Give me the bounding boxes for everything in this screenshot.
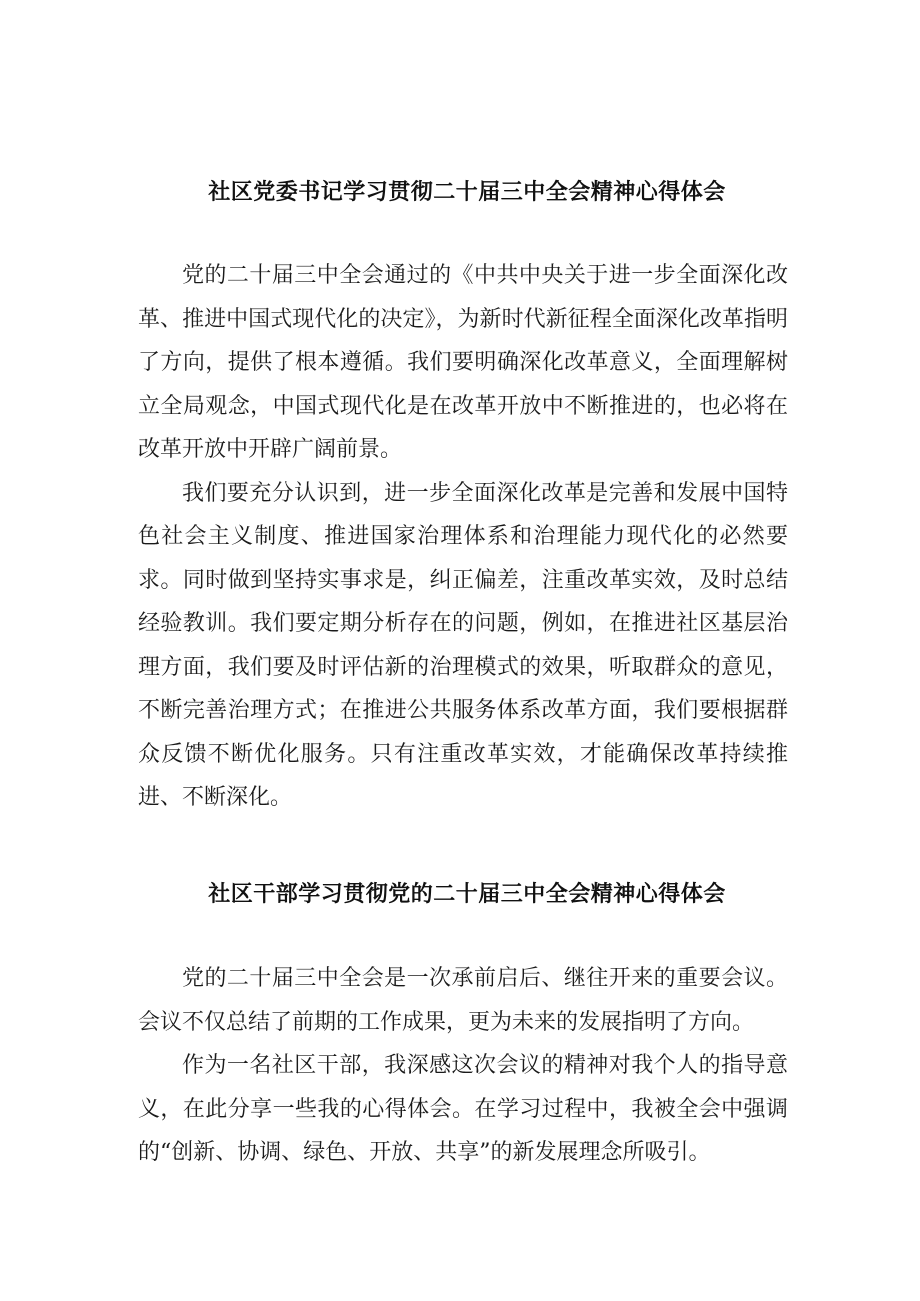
section-2-heading: 社区干部学习贯彻党的二十届三中全会精神心得体会 — [208, 882, 726, 907]
paragraph: 我们要充分认识到，进一步全面深化改革是完善和发展中国特色社会主义制度、推进国家治理体系和治理能力现代化的必然要求。同时做到坚持实事求是，纠正偏差，注重改革实效，及时总结经验教训。我们要定期分析存在的问题，例如，在推进社区基层治理方面，我们要及时评估新的治理模式的效果，听取群众的意见，不断完善治理方式；在推进公共服务体系改革方面，我们要根据群众反馈不断优化服务。只有注重改革实效，才能确保改革持续推进、不断深化。 — [138, 480, 788, 810]
essay-section-1 — [138, 176, 788, 820]
essay-section-2 — [138, 878, 788, 1175]
paragraph: 党的二十届三中全会通过的《中共中央关于进一步全面深化改革、推进中国式现代化的决定》，为新时代新征程全面深化改革指明了方向，提供了根本遵循。我们要明确深化改革意义，全面理解树立全局观念，中国式现代化是在改革开放中不断推进的，也必将在改革开放中开辟广阔前景。 — [138, 263, 788, 462]
section-1-body — [138, 254, 788, 820]
section-2-body — [138, 957, 788, 1175]
paragraph: 党的二十届三中全会是一次承前启后、继往开来的重要会议。会议不仅总结了前期的工作成果，更为未来的发展指明了方向。 — [138, 966, 788, 1035]
section-1-heading: 社区党委书记学习贯彻二十届三中全会精神心得体会 — [208, 180, 726, 205]
paragraph: 作为一名社区干部，我深感这次会议的精神对我个人的指导意义，在此分享一些我的心得体会。在学习过程中，我被全会中强调的“创新、协调、绿色、开放、共享”的新发展理念所吸引。 — [138, 1053, 788, 1165]
